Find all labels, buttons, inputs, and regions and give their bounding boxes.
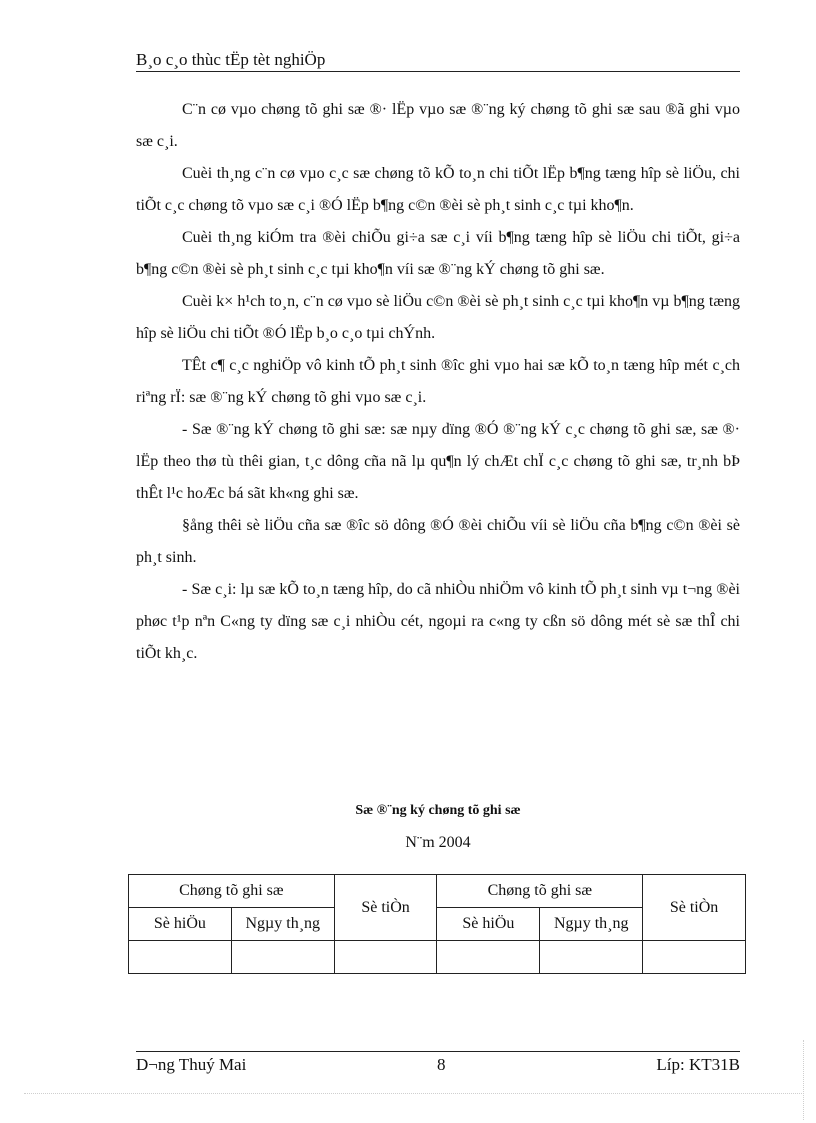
footer-class: Líp: KT31B — [656, 1055, 740, 1074]
table-year: N¨m 2004 — [405, 834, 471, 851]
header-amount-left: Sè tiÒn — [334, 875, 437, 941]
paragraph: - Sæ c¸i: lµ sæ kÕ to¸n tæng hîp, do cã nhiÒu nhiÖm vô kinh tÕ ph¸t sinh vµ t¬ng ®èi phøc t¹p nªn C«ng ty dïng sæ c¸i nhiÒu cét, ngoµi ra c«ng ty cßn sö dông mét sè sæ thÎ chi tiÕt kh¸c. — [136, 581, 740, 662]
table-cell — [643, 941, 746, 974]
body-text — [136, 94, 740, 670]
paragraph: C¨n cø vµo chøng tõ ghi sæ ®· lËp vµo sæ ®¨ng ký chøng tõ ghi sæ sau ®ã ghi vµo sæ c¸i. — [136, 101, 740, 150]
header-voucher-left: Chøng tõ ghi sæ — [129, 875, 335, 908]
paragraph: TÊt c¶ c¸c nghiÖp vô kinh tÕ ph¸t sinh ®îc ghi vµo hai sæ kÕ to¸n tæng hîp mét c¸ch riªng rÏ: sæ ®¨ng kÝ chøng tõ ghi vµo sæ c¸i. — [136, 357, 740, 406]
header-voucher-right: Chøng tõ ghi sæ — [437, 875, 643, 908]
paragraph: - Sæ ®¨ng kÝ chøng tõ ghi sæ: sæ nµy dïng ®Ó ®¨ng kÝ c¸c chøng tõ ghi sæ, sæ ®· lËp theo thø tù thêi gian, t¸c dông cña nã lµ qu¶n lý chÆt chÏ c¸c chøng tõ ghi sæ, tr¸nh bÞ thÊt l¹c hoÆc bá sãt kh«ng ghi sæ. — [136, 421, 740, 502]
table-cell — [231, 941, 334, 974]
header-amount-right: Sè tiÒn — [643, 875, 746, 941]
header-number-right: Sè hiÖu — [437, 908, 540, 941]
table-header-row — [129, 875, 746, 908]
table-cell — [129, 941, 232, 974]
table-title: Sæ ®¨ng ký chøng tõ ghi sæ — [355, 803, 521, 818]
register-table — [128, 874, 746, 974]
header-date-left: Ngµy th¸ng — [231, 908, 334, 941]
table-cell — [334, 941, 437, 974]
page-number: 8 — [437, 1055, 446, 1074]
header-date-right: Ngµy th¸ng — [540, 908, 643, 941]
paragraph: Cuèi k× h¹ch to¸n, c¨n cø vµo sè liÖu c©n ®èi sè ph¸t sinh c¸c tµi kho¶n vµ b¶ng tæng hîp sè liÖu chi tiÕt ®Ó lËp b¸o c¸o tµi chÝnh. — [136, 293, 740, 342]
table-row — [129, 941, 746, 974]
footer-divider — [136, 1051, 740, 1052]
table-cell — [540, 941, 643, 974]
page-header-title: B¸o c¸o thùc tËp tèt nghiÖp — [136, 50, 326, 69]
paragraph: Cuèi th¸ng kiÓm tra ®èi chiÕu gi÷a sæ c¸i víi b¶ng tæng hîp sè liÖu chi tiÕt, gi÷a b¶ng c©n ®èi sè ph¸t sinh c¸c tµi kho¶n víi sæ ®¨ng kÝ chøng tõ ghi sæ. — [136, 229, 740, 278]
header-divider — [136, 71, 740, 72]
footer-author: D¬ng Thuý Mai — [136, 1055, 247, 1074]
header-number-left: Sè hiÖu — [129, 908, 232, 941]
page-edge-dotted-line — [24, 1093, 804, 1094]
page-edge-dotted-line-vertical — [803, 1040, 804, 1120]
paragraph: §ång thêi sè liÖu cña sæ ®îc sö dông ®Ó ®èi chiÕu víi sè liÖu cña b¶ng c©n ®èi sè ph¸t sinh. — [136, 517, 740, 566]
paragraph: Cuèi th¸ng c¨n cø vµo c¸c sæ chøng tõ kÕ to¸n chi tiÕt lËp b¶ng tæng hîp sè liÖu, chi tiÕt c¸c chøng tõ vµo sæ c¸i ®Ó lËp b¶ng c©n ®èi sè ph¸t sinh c¸c tµi kho¶n. — [136, 165, 740, 214]
table-cell — [437, 941, 540, 974]
